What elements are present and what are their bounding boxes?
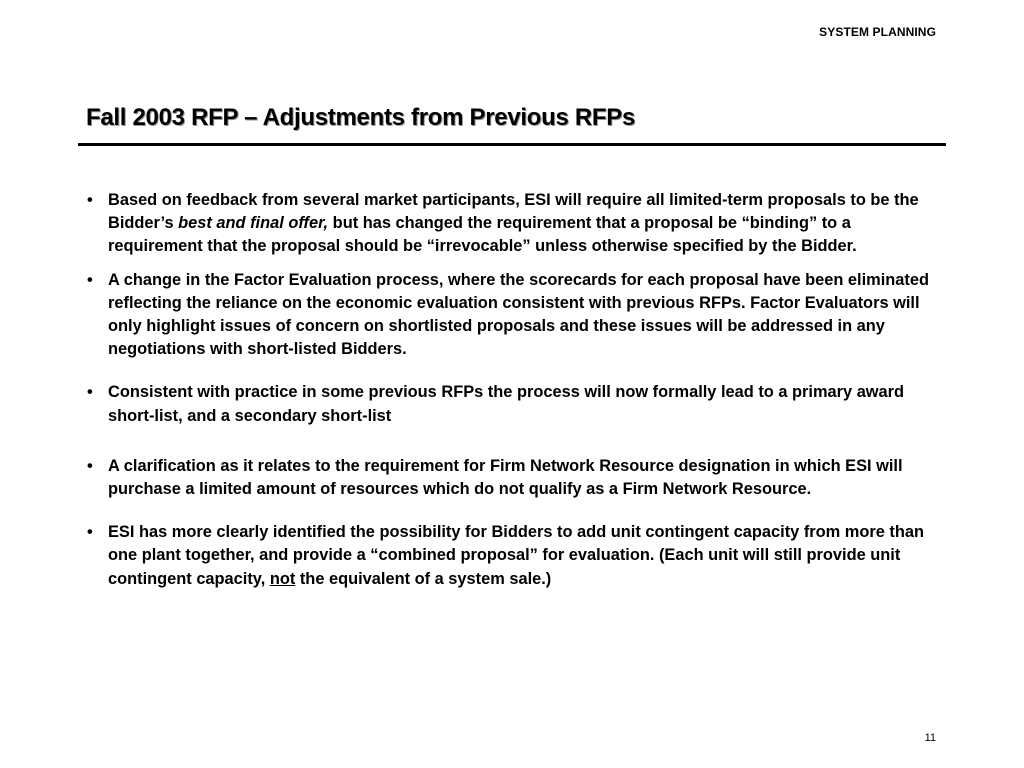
- bullet-icon: •: [87, 523, 93, 542]
- bullet-text: Based on feedback from several market participants, ESI will require all limited-term proposals to be the Bidder’s: [108, 191, 919, 233]
- bullet-icon: •: [87, 456, 93, 475]
- bullet-icon: •: [87, 191, 93, 209]
- bullet-icon: •: [87, 383, 93, 402]
- section-label: SYSTEM PLANNING: [819, 25, 936, 39]
- bullet-underlined-word: not: [269, 569, 296, 588]
- bullet-emphasis: best and final offer,: [178, 214, 329, 233]
- bullet-text: the equivalent of a system sale.): [295, 569, 552, 588]
- slide-title: Fall 2003 RFP – Adjustments from Previous RFPs: [86, 104, 636, 131]
- bullet-item-factor-evaluation: [86, 269, 946, 362]
- page-number: 11: [924, 732, 936, 744]
- bullet-item-combined-proposal: [86, 521, 946, 591]
- bullet-text: Consistent with practice in some previous RFPs the process will now formally lead to a primary award short-list, and a secondary short-list: [108, 383, 905, 425]
- title-divider: [78, 143, 946, 146]
- bullet-item-feedback: [86, 189, 946, 259]
- bullet-text: A change in the Factor Evaluation process, where the scorecards for each proposal have been eliminated reflecting the reliance on the economic evaluation consistent with previous RFPs. Factor Evaluators will only highlight issues of concern on shortlisted proposals and these issues will be addressed in any negotiations with short-listed Bidders.: [108, 270, 929, 359]
- bullet-text: A clarification as it relates to the requirement for Firm Network Resource designation in which ESI will purchase a limited amount of resources which do not qualify as a Firm Network Resource.: [108, 456, 903, 499]
- bullet-icon: •: [87, 270, 93, 289]
- bullet-item-short-list: [86, 381, 946, 427]
- bullet-text: ESI has more clearly identified the possibility for Bidders to add unit contingent capacity from more than one plant together, and provide a “combined proposal” for evaluation. (Each unit will still provide unit contingent capacity,: [108, 523, 925, 588]
- bullet-item-firm-network-resource: [86, 455, 946, 501]
- bullet-text: but has changed the requirement that a proposal be “binding” to a requirement that the proposal should be “irrevocable” unless otherwise specified by the Bidder.: [108, 214, 857, 256]
- bullet-list: [86, 189, 946, 591]
